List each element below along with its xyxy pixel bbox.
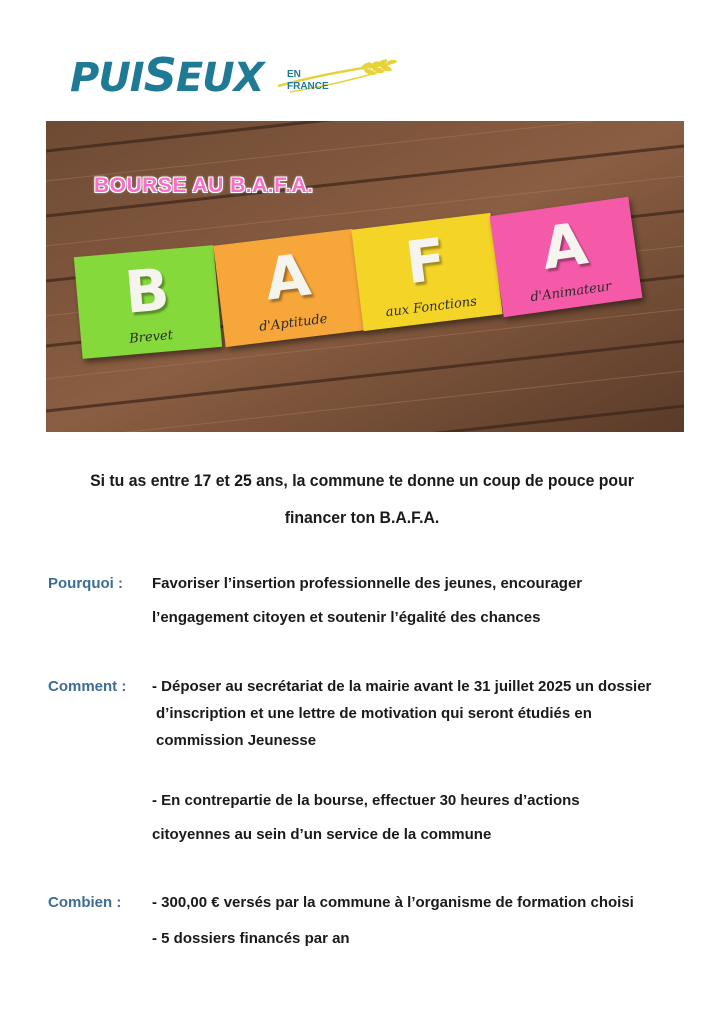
sticky-note-f [351, 213, 502, 331]
combien-text: - 5 dossiers financés par an [152, 930, 350, 947]
comment-text: citoyennes au sein d’un service de la commune [152, 826, 492, 843]
logo-france: FRANCE [287, 81, 329, 92]
logo-wordmark [70, 48, 264, 102]
bafa-banner-image [46, 121, 684, 432]
sticky-note-a2 [490, 197, 643, 317]
logo-part-1: PUI [70, 55, 144, 101]
note-word: d'Aptitude [258, 311, 329, 335]
logo-part-2: S [143, 48, 176, 102]
note-letter: F [401, 224, 450, 298]
comment-label: Comment : [48, 678, 127, 695]
pourquoi-label: Pourquoi : [48, 575, 123, 592]
intro-line: Si tu as entre 17 et 25 ans, la commune te donne un coup de pouce pour [90, 471, 634, 490]
puiseux-logo [70, 48, 400, 102]
note-letter: A [261, 240, 315, 314]
banner-title: BOURSE AU B.A.F.A. [94, 174, 314, 197]
intro-line: financer ton B.A.F.A. [284, 508, 440, 527]
pourquoi-text: l’engagement citoyen et soutenir l’égalité des chances [152, 609, 541, 626]
note-word: aux Fonctions [384, 294, 478, 321]
note-letter: A [537, 209, 592, 283]
comment-text: d’inscription et une lettre de motivation qui seront étudiés en [156, 705, 592, 722]
combien-text: - 300,00 € versés par la commune à l’organisme de formation choisi [152, 894, 634, 911]
note-word: d'Animateur [529, 279, 613, 306]
intro-text [63, 462, 662, 536]
sticky-note-b [74, 245, 222, 359]
comment-text: commission Jeunesse [156, 732, 317, 749]
logo-en: EN [287, 69, 301, 80]
note-word: Brevet [128, 327, 174, 347]
logo-part-3: EUX [175, 55, 264, 101]
comment-text: - Déposer au secrétariat de la mairie avant le 31 juillet 2025 un dossier [152, 678, 652, 695]
note-letter: B [122, 255, 173, 327]
pourquoi-text: Favoriser l’insertion professionnelle des jeunes, encourager [152, 575, 583, 592]
comment-text: - En contrepartie de la bourse, effectuer 30 heures d’actions [152, 792, 580, 809]
sticky-note-a [213, 229, 364, 347]
combien-label: Combien : [48, 894, 122, 911]
